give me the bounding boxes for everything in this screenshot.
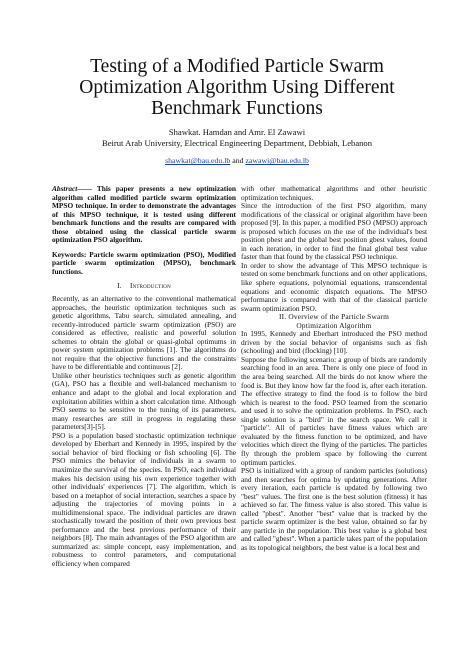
- body-paragraph: Unlike other heuristics techniques such as genetic algorithm (GA), PSO has a flexible and well-balanced mechanism to enhance and adapt to the global and local exploration and exploitation abilities within a short calculation time. Although PSO seems to be sensitive to the tuning of its parameters, many researches are still in progress in regulating these parameters[3]-[5].: [52, 370, 236, 432]
- paper-title: [40, 56, 434, 119]
- title-line: Benchmark Functions: [151, 98, 323, 119]
- body-paragraph: Recently, as an alternative to the conventional mathematical approaches, the heuristic optimization techniques such as genetic algorithms, Tabu search, simulated annealing, and recently-introduced particle swarm optimization (PSO) are considered as effective, realistic and powerful solution schemes to obtain the global or quasi-global optimums in power system optimization problems [1]. The algorithms do not require that the objective functions and the constraints have to be differentiable and continuous [2].: [52, 294, 236, 372]
- email-line: [40, 156, 434, 166]
- abstract: [52, 185, 236, 245]
- keywords: [52, 251, 236, 277]
- section-heading-overview: [241, 313, 427, 330]
- right-column: [241, 185, 427, 553]
- keywords-text: Particle swarm optimization (PSO), Modified particle swarm optimization (MPSO), benchmark functions.: [52, 249, 236, 276]
- abstract-dashes: ——: [77, 184, 92, 193]
- abstract-text: This paper presents a new optimization algorithm called modified particle swarm optimization MPSO technique. In order to demonstrate the advantages of this MPSO technique, it is tested using different benchmark functions and the results are compared with those obtained using the classical particle swarm optimization PSO algorithm.: [52, 184, 236, 245]
- keywords-label: Keywords:: [52, 249, 87, 259]
- author-names: Shawkat. Hamdan and Amr. El Zawawi: [168, 127, 306, 137]
- email-link-1[interactable]: shawkat@bau.edu.lb: [165, 156, 231, 165]
- section-heading-line: II. Overview of the Particle Swarm: [279, 312, 389, 322]
- section-number: I.: [117, 281, 122, 291]
- email-conjunction: and: [232, 156, 244, 165]
- body-paragraph: PSO is initialized with a group of random particles (solutions) and then searches for optima by updating generations. After every iteration, each particle is updated by following two "best" values. The first one is the best solution (fitness) it has achieved so far. The fitness value is also stored. This value is called "pbest". Another "best" value that is tracked by the particle swarm optimizer is the best value, obtained so far by any particle in the population. This best value is a global best and called "gbest". When a particle takes part of the population as its topological neighbors, the best value is a local best and: [241, 466, 427, 552]
- author-block: [40, 127, 434, 149]
- section-title: Introduction: [129, 281, 171, 291]
- body-paragraph: PSO is a population based stochastic optimization technique developed by Eberhart and Kennedy in 1995, inspired by the social behavior of bird flocking or fish schooling [6]. The PSO mimics the behavior of individuals in a swarm to maximize the survival of the species. In PSO, each individual makes his decision using his own experience together with other individuals' experiences [7]. The algorithm, which is based on a metaphor of social interaction, searches a space by adjusting the trajectories of moving points in a multidimensional space. The individual particles are drawn stochastically toward the position of their own previous best performance and the best previous performance of their neighbors [8]. The main advantages of the PSO algorithm are summarized as: simple concept, easy implementation, and robustness to control parameters, and computational efficiency when compared: [52, 430, 236, 568]
- body-paragraph: with other mathematical algorithms and other heuristic optimization techniques.: [241, 184, 427, 202]
- abstract-label: Abstract: [52, 184, 78, 193]
- affiliation: Beirut Arab University, Electrical Engineering Department, Debbiah, Lebanon: [101, 138, 373, 148]
- title-line: Optimization Algorithm Using Different: [79, 77, 395, 98]
- body-paragraph: In 1995, Kennedy and Eberhart introduced the PSO method driven by the social behavior of organisms such as fish (schooling) and bird (flocking) [10].: [241, 329, 427, 356]
- title-line: Testing of a Modified Particle Swarm: [90, 56, 384, 77]
- section-heading-introduction: [52, 282, 236, 291]
- body-paragraph: Suppose the following scenario: a group of birds are randomly searching food in an area. There is only one piece of food in the area being searched. All the birds do not know where the food is. But they know how far the food is, after each iteration. The effective strategy to find the food is to follow the bird which is nearest to the food. PSO learned from the scenario and used it to solve the optimization problems. In PSO, each single solution is a "bird" in the search space. We call it "particle". All of particles have fitness values which are evaluated by the fitness function to be optimized, and have velocities which direct the flying of the particles. The particles fly through the problem space by following the current optimum particles.: [241, 354, 427, 467]
- body-paragraph: In order to show the advantage of This MPSO technique is tested on some benchmark functions and on other applications, like sphere equations, polynomial equations, transcendental equations and economic dispatch equations. The MPSO performance is compared with that of the classical particle swarm optimization PSO.: [241, 260, 427, 313]
- body-paragraph: Since the introduction of the first PSO algorithm, many modifications of the classical or original algorithm have been proposed [9]. In this paper, a modified PSO (MPSO) approach is proposed which focuses on the use of the individual's best position pbest and the global best position gbest values, found in each iteration, in order to find the final global best value faster than that found by the classical PSO technique.: [241, 201, 427, 262]
- left-column: [52, 185, 236, 569]
- section-heading-line: Optimization Algorithm: [296, 320, 372, 330]
- email-link-2[interactable]: zawawi@bau.edu.lb: [245, 156, 309, 165]
